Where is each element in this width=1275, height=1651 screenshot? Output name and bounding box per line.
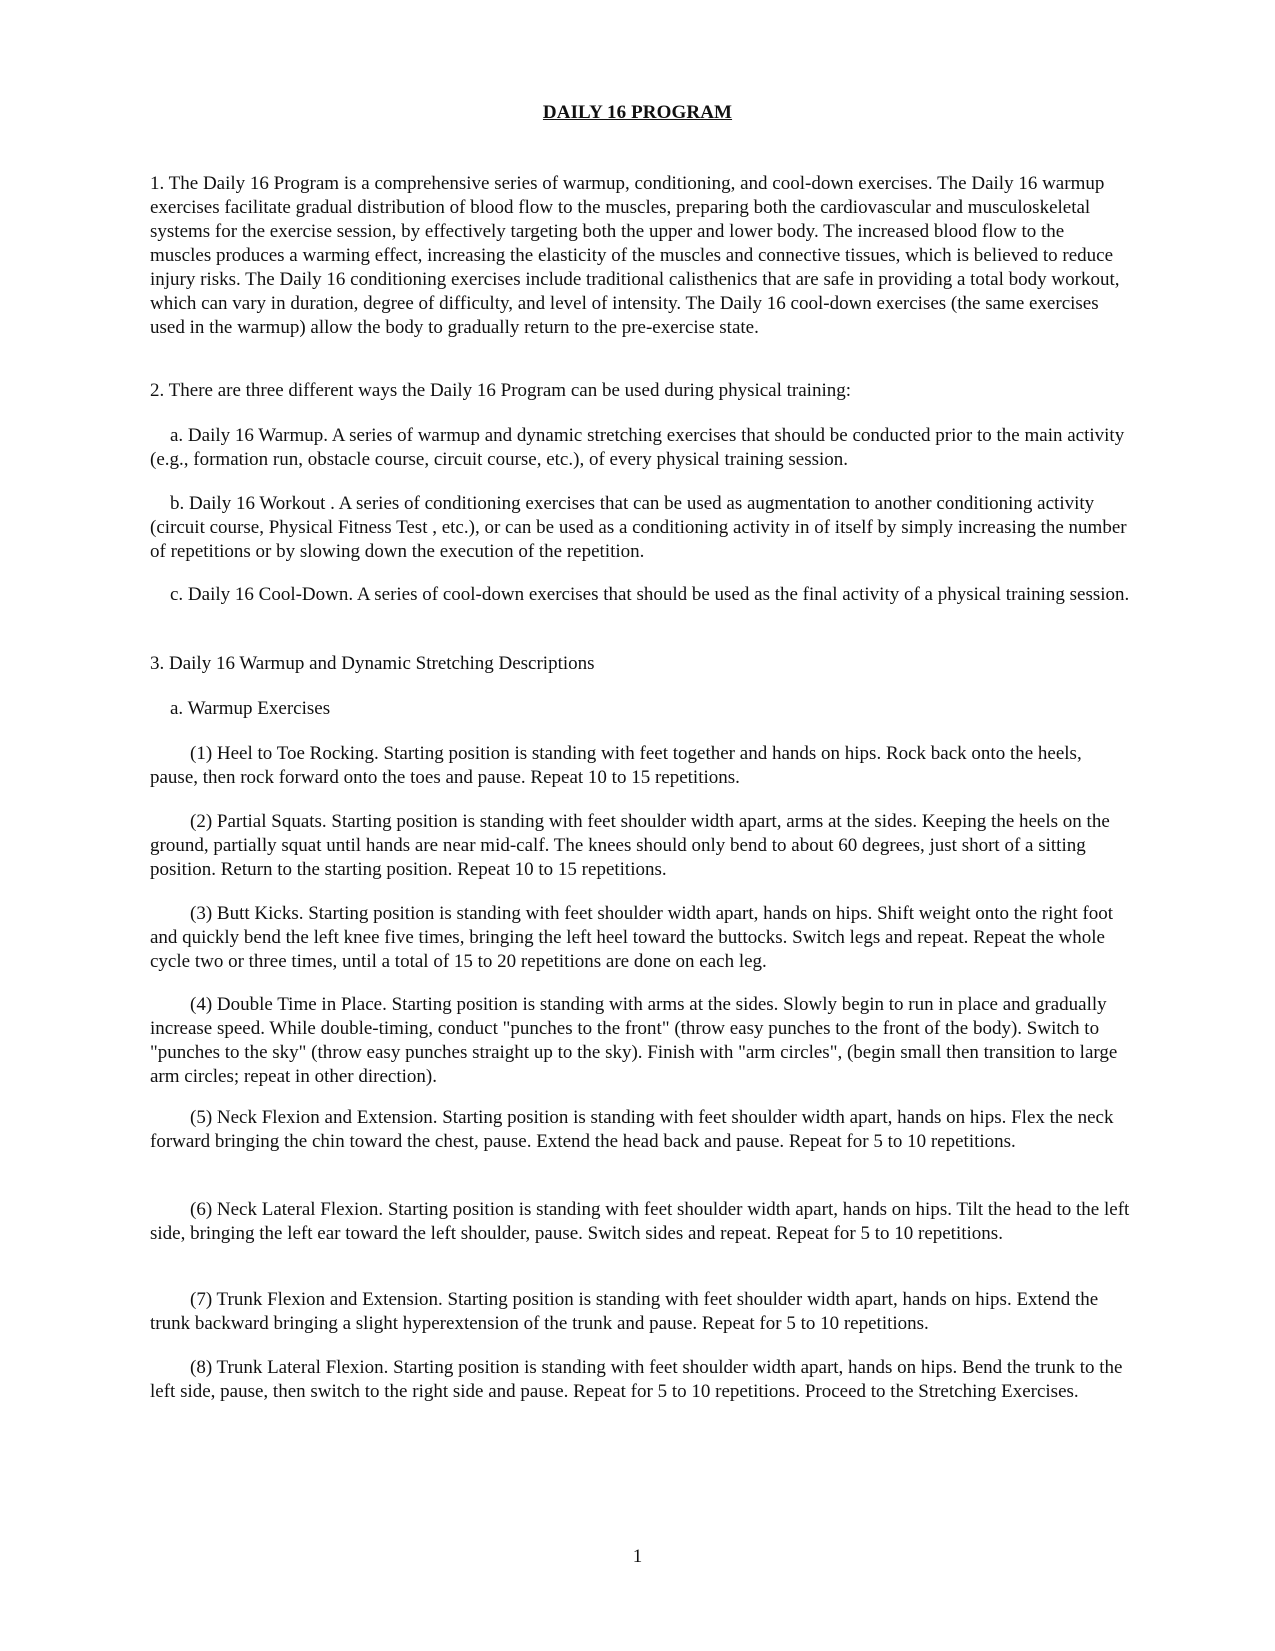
document-title: DAILY 16 PROGRAM [542,102,733,123]
section-3-heading: 3. Daily 16 Warmup and Dynamic Stretching Descriptions [150,653,595,674]
exercise-5-neck-flexion: (5) Neck Flexion and Extension. Starting position is standing with feet shoulder width apart, hands on hips. Flex the neck forward bringing the chin toward the chest, pause. Extend the head back and pause. Repeat for 5 to 10 repetitions. [150,1107,1114,1152]
exercise-3-butt-kicks: (3) Butt Kicks. Starting position is standing with feet shoulder width apart, hands on hips. Shift weight onto the right foot and quickly bend the left knee five times, bringing the left heel toward the buttocks. Switch legs and repeat. Repeat the whole cycle two or three times, until a total of 15 to 20 repetitions are done on each leg. [150,903,1113,972]
paragraph-2b-workout: b. Daily 16 Workout . A series of conditioning exercises that can be used as augmentation to another conditioning activity (circuit course, Physical Fitness Test , etc.), or can be used as a conditioning activity in of itself by simply increasing the number of repetitions or by slowing down the execution of the repetition. [150,493,1127,562]
exercise-1-heel-to-toe: (1) Heel to Toe Rocking. Starting position is standing with feet together and hands on hips. Rock back onto the heels, pause, then rock forward onto the toes and pause. Repeat 10 to 15 repetitions. [150,743,1082,788]
subsection-3a-heading: a. Warmup Exercises [170,698,331,719]
paragraph-2-three-ways: 2. There are three different ways the Daily 16 Program can be used during physical training: [150,380,852,401]
exercise-8-trunk-lateral: (8) Trunk Lateral Flexion. Starting position is standing with feet shoulder width apart, hands on hips. Bend the trunk to the left side, pause, then switch to the right side and pause. Repeat for 5 to 10 repetitions. Proceed to the Stretching Exercises. [150,1357,1123,1402]
paragraph-2c-cool-down: c. Daily 16 Cool-Down. A series of cool-down exercises that should be used as the final activity of a physical training session. [170,584,1130,605]
page-number: 1 [632,1546,643,1567]
exercise-7-trunk-flexion: (7) Trunk Flexion and Extension. Starting position is standing with feet shoulder width apart, hands on hips. Extend the trunk backward bringing a slight hyperextension of the trunk and pause. Repeat for 5 to 10 repetitions. [150,1289,1099,1334]
paragraph-2a-warmup: a. Daily 16 Warmup. A series of warmup and dynamic stretching exercises that should be conducted prior to the main activity (e.g., formation run, obstacle course, circuit course, etc.), of every physical training session. [150,425,1125,470]
exercise-6-neck-lateral: (6) Neck Lateral Flexion. Starting position is standing with feet shoulder width apart, hands on hips. Tilt the head to the left side, bringing the left ear toward the left shoulder, pause. Switch sides and repeat. Repeat for 5 to 10 repetitions. [150,1199,1130,1244]
exercise-4-double-time: (4) Double Time in Place. Starting position is standing with arms at the sides. Slowly begin to run in place and gradually increase speed. While double-timing, conduct "punches to the front" (throw easy punches to the front of the body). Switch to "punches to the sky" (throw easy punches straight up to the sky). Finish with "arm circles", (begin small then transition to large arm circles; repeat in other direction). [150,994,1118,1087]
paragraph-1-overview: 1. The Daily 16 Program is a comprehensive series of warmup, conditioning, and cool-down exercises. The Daily 16 warmup exercises facilitate gradual distribution of blood flow to the muscles, preparing both the cardiovascular and musculoskeletal systems for the exercise session, by effectively targeting both the upper and lower body. The increased blood flow to the muscles produces a warming effect, increasing the elasticity of the muscles and connective tissues, which is believed to reduce injury risks. The Daily 16 conditioning exercises include traditional calisthenics that are safe in providing a total body workout, which can vary in duration, degree of difficulty, and level of intensity. The Daily 16 cool-down exercises (the same exercises used in the warmup) allow the body to gradually return to the pre-exercise state. [150,173,1120,338]
exercise-2-partial-squats: (2) Partial Squats. Starting position is standing with feet shoulder width apart, arms at the sides. Keeping the heels on the ground, partially squat until hands are near mid-calf. The knees should only bend to about 60 degrees, just short of a sitting position. Return to the starting position. Repeat 10 to 15 repetitions. [150,811,1110,880]
